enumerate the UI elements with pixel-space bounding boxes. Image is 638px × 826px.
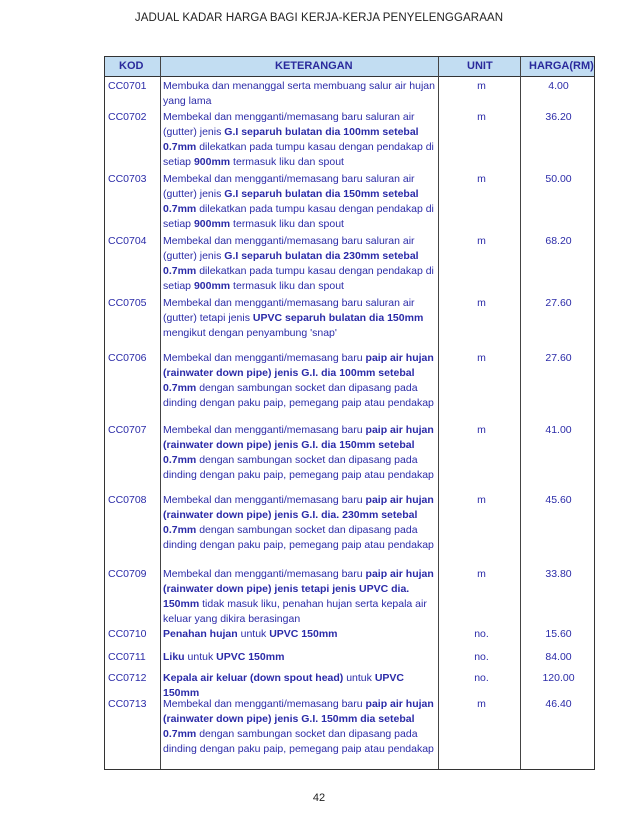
description-text: yang lama — [163, 95, 212, 107]
item-price: 27.60 — [545, 297, 572, 309]
description-line — [163, 79, 438, 94]
item-code: CC0708 — [108, 494, 147, 506]
item-code: CC0711 — [108, 651, 146, 663]
description-text: keluar yang dikira berasingan — [163, 613, 301, 625]
description-text: Membekal dan mengganti/memasang baru saluran air — [163, 173, 415, 185]
description-text: untuk — [343, 672, 375, 684]
description-bold-text: 150mm — [163, 598, 200, 610]
description-line — [163, 311, 438, 326]
description-bold-text: paip air hujan — [365, 352, 434, 364]
item-unit: m — [477, 698, 486, 710]
description-text: termasuk liku dan spout — [230, 156, 344, 168]
description-text: termasuk liku dan spout — [230, 280, 344, 292]
description-line — [163, 582, 438, 597]
description-bold-text: paip air hujan — [365, 424, 434, 436]
item-price: 4.00 — [548, 80, 569, 92]
header-price: HARGA(RM) — [529, 60, 594, 72]
description-text: mengikut dengan penyambung 'snap' — [163, 327, 337, 339]
description-line — [163, 712, 438, 727]
description-text: setiap — [163, 280, 194, 292]
description-bold-text: paip air hujan — [365, 494, 434, 506]
description-line — [163, 217, 438, 232]
item-unit: m — [477, 568, 486, 580]
description-text: tidak masuk liku, penahan hujan serta kepala air — [199, 598, 427, 610]
description-bold-text: (rainwater down pipe) jenis G.I. dia. 230mm setebal — [163, 509, 418, 521]
item-description — [163, 493, 438, 553]
description-text: dinding dengan paku paip, pemegang paip atau pendakap — [163, 397, 434, 409]
description-bold-text: 900mm — [193, 218, 231, 230]
description-line — [163, 125, 438, 140]
description-text: (gutter) tetapi jenis — [163, 312, 253, 324]
description-text: dinding dengan paku paip, pemegang paip atau pendakap — [163, 469, 434, 481]
description-text: Membuka dan menanggal serta membuang salur air hujan — [163, 80, 435, 92]
description-line — [163, 468, 438, 483]
description-line — [163, 264, 438, 279]
description-line — [163, 187, 438, 202]
description-text: setiap — [163, 156, 194, 168]
item-price: 120.00 — [542, 672, 575, 684]
description-text: setiap — [163, 218, 194, 230]
header-unit: UNIT — [467, 60, 493, 72]
description-line — [163, 650, 438, 665]
description-bold-text: (rainwater down pipe) jenis G.I. dia 100mm setebal — [163, 367, 415, 379]
description-line — [163, 538, 438, 553]
description-bold-text: 0.7mm — [163, 265, 197, 277]
description-line — [163, 508, 438, 523]
item-unit: m — [477, 494, 486, 506]
description-bold-text: UPVC — [374, 672, 405, 684]
item-unit: no. — [474, 628, 489, 640]
column-divider — [160, 57, 161, 769]
item-price: 41.00 — [545, 424, 572, 436]
item-price: 27.60 — [545, 352, 572, 364]
description-bold-text: (rainwater down pipe) jenis tetapi jenis UPVC dia. — [163, 583, 410, 595]
description-bold-text: Penahan hujan — [163, 628, 238, 640]
description-line — [163, 612, 438, 627]
description-bold-text: 0.7mm — [163, 141, 197, 153]
item-description — [163, 172, 438, 232]
description-bold-text: UPVC separuh bulatan dia 150mm — [252, 312, 424, 324]
description-text: dinding dengan paku paip, pemegang paip atau pendakap — [163, 539, 434, 551]
description-line — [163, 453, 438, 468]
description-text: Membekal dan mengganti/memasang baru — [163, 494, 366, 506]
item-unit: m — [477, 111, 486, 123]
description-bold-text: 900mm — [193, 156, 231, 168]
header-code: KOD — [119, 60, 144, 72]
item-description — [163, 697, 438, 757]
description-bold-text: 900mm — [193, 280, 231, 292]
item-code: CC0706 — [108, 352, 147, 364]
item-unit: m — [477, 297, 486, 309]
item-description — [163, 351, 438, 411]
description-bold-text: G.I separuh bulatan dia 230mm setebal — [224, 250, 419, 262]
description-bold-text: 0.7mm — [163, 203, 197, 215]
item-price: 46.40 — [545, 698, 572, 710]
description-text: (gutter) jenis — [163, 250, 225, 262]
description-line — [163, 597, 438, 612]
item-description — [163, 234, 438, 294]
description-bold-text: 0.7mm — [163, 454, 197, 466]
description-line — [163, 523, 438, 538]
description-line — [163, 727, 438, 742]
column-divider — [438, 57, 439, 769]
item-unit: no. — [474, 672, 489, 684]
description-text: termasuk liku dan spout — [230, 218, 344, 230]
description-line — [163, 234, 438, 249]
description-text: (gutter) jenis — [163, 188, 225, 200]
item-code: CC0709 — [108, 568, 147, 580]
description-text: Membekal dan mengganti/memasang baru saluran air — [163, 111, 415, 123]
item-code: CC0704 — [108, 235, 147, 247]
description-line — [163, 140, 438, 155]
description-text: Membekal dan mengganti/memasang baru saluran air — [163, 297, 415, 309]
description-text: dilekatkan pada tumpu kasau dengan pendakap di — [196, 203, 434, 215]
item-code: CC0703 — [108, 173, 147, 185]
description-text: (gutter) jenis — [163, 126, 225, 138]
description-line — [163, 438, 438, 453]
description-text: dengan sambungan socket dan dipasang pada — [196, 524, 418, 536]
description-text: untuk — [237, 628, 270, 640]
item-unit: m — [477, 80, 486, 92]
description-text: dengan sambungan socket dan dipasang pada — [196, 454, 418, 466]
description-line — [163, 326, 438, 341]
description-line — [163, 567, 438, 582]
description-bold-text: paip air hujan — [365, 568, 434, 580]
page-title: JADUAL KADAR HARGA BAGI KERJA-KERJA PENYELENGGARAAN — [134, 12, 504, 24]
description-bold-text: Kepala air keluar (down spout head) — [163, 672, 344, 684]
description-line — [163, 249, 438, 264]
description-line — [163, 742, 438, 757]
description-text: dengan sambungan socket dan dipasang pada — [196, 382, 418, 394]
description-text: Membekal dan mengganti/memasang baru — [163, 568, 366, 580]
description-line — [163, 110, 438, 125]
description-bold-text: 150mm — [163, 687, 200, 699]
item-description — [163, 650, 438, 665]
description-line — [163, 296, 438, 311]
description-line — [163, 351, 438, 366]
item-price: 68.20 — [545, 235, 572, 247]
item-price: 84.00 — [545, 651, 572, 663]
description-bold-text: G.I separuh bulatan dia 150mm setebal — [224, 188, 419, 200]
item-price: 50.00 — [545, 173, 572, 185]
description-bold-text: Liku — [163, 651, 185, 663]
item-code: CC0712 — [108, 672, 147, 684]
description-bold-text: (rainwater down pipe) jenis G.I. 150mm dia setebal — [163, 713, 415, 725]
item-price: 33.80 — [545, 568, 572, 580]
item-description — [163, 423, 438, 483]
description-line — [163, 366, 438, 381]
item-description — [163, 567, 438, 627]
description-line — [163, 381, 438, 396]
item-code: CC0705 — [108, 297, 147, 309]
description-bold-text: paip air hujan — [365, 698, 434, 710]
description-text: dilekatkan pada tumpu kasau dengan pendakap di — [196, 141, 434, 153]
description-text: dinding dengan paku paip, pemegang paip atau pendakap — [163, 743, 434, 755]
rate-table — [104, 56, 595, 770]
item-code: CC0702 — [108, 111, 147, 123]
description-text: untuk — [184, 651, 217, 663]
description-line — [163, 155, 438, 170]
description-bold-text: 0.7mm — [163, 382, 197, 394]
description-line — [163, 279, 438, 294]
description-line — [163, 202, 438, 217]
description-bold-text: (rainwater down pipe) jenis G.I. dia 150mm setebal — [163, 439, 415, 451]
description-line — [163, 423, 438, 438]
description-text: Membekal dan mengganti/memasang baru saluran air — [163, 235, 415, 247]
item-code: CC0713 — [108, 698, 147, 710]
item-unit: m — [477, 235, 486, 247]
item-price: 36.20 — [545, 111, 572, 123]
description-text: dengan sambungan socket dan dipasang pada — [196, 728, 418, 740]
item-description — [163, 296, 438, 341]
item-unit: no. — [474, 651, 489, 663]
header-description: KETERANGAN — [275, 60, 353, 72]
item-unit: m — [477, 173, 486, 185]
page-number: 42 — [312, 792, 326, 804]
description-text: Membekal dan mengganti/memasang baru — [163, 352, 366, 364]
item-description — [163, 79, 438, 109]
item-unit: m — [477, 424, 486, 436]
item-description — [163, 627, 438, 642]
description-bold-text: 0.7mm — [163, 524, 197, 536]
item-description — [163, 110, 438, 170]
description-line — [163, 172, 438, 187]
item-unit: m — [477, 352, 486, 364]
description-line — [163, 94, 438, 109]
description-bold-text: UPVC 150mm — [269, 628, 338, 640]
description-text: Membekal dan mengganti/memasang baru — [163, 698, 366, 710]
item-price: 45.60 — [545, 494, 572, 506]
description-line — [163, 697, 438, 712]
description-line — [163, 396, 438, 411]
description-bold-text: 0.7mm — [163, 728, 197, 740]
description-text: Membekal dan mengganti/memasang baru — [163, 424, 366, 436]
description-bold-text: UPVC 150mm — [216, 651, 285, 663]
description-line — [163, 493, 438, 508]
item-code: CC0710 — [108, 628, 147, 640]
item-code: CC0701 — [108, 80, 147, 92]
item-code: CC0707 — [108, 424, 147, 436]
description-line — [163, 627, 438, 642]
description-text: dilekatkan pada tumpu kasau dengan pendakap di — [196, 265, 434, 277]
item-price: 15.60 — [545, 628, 572, 640]
description-line — [163, 671, 438, 686]
description-bold-text: G.I separuh bulatan dia 100mm setebal — [224, 126, 419, 138]
